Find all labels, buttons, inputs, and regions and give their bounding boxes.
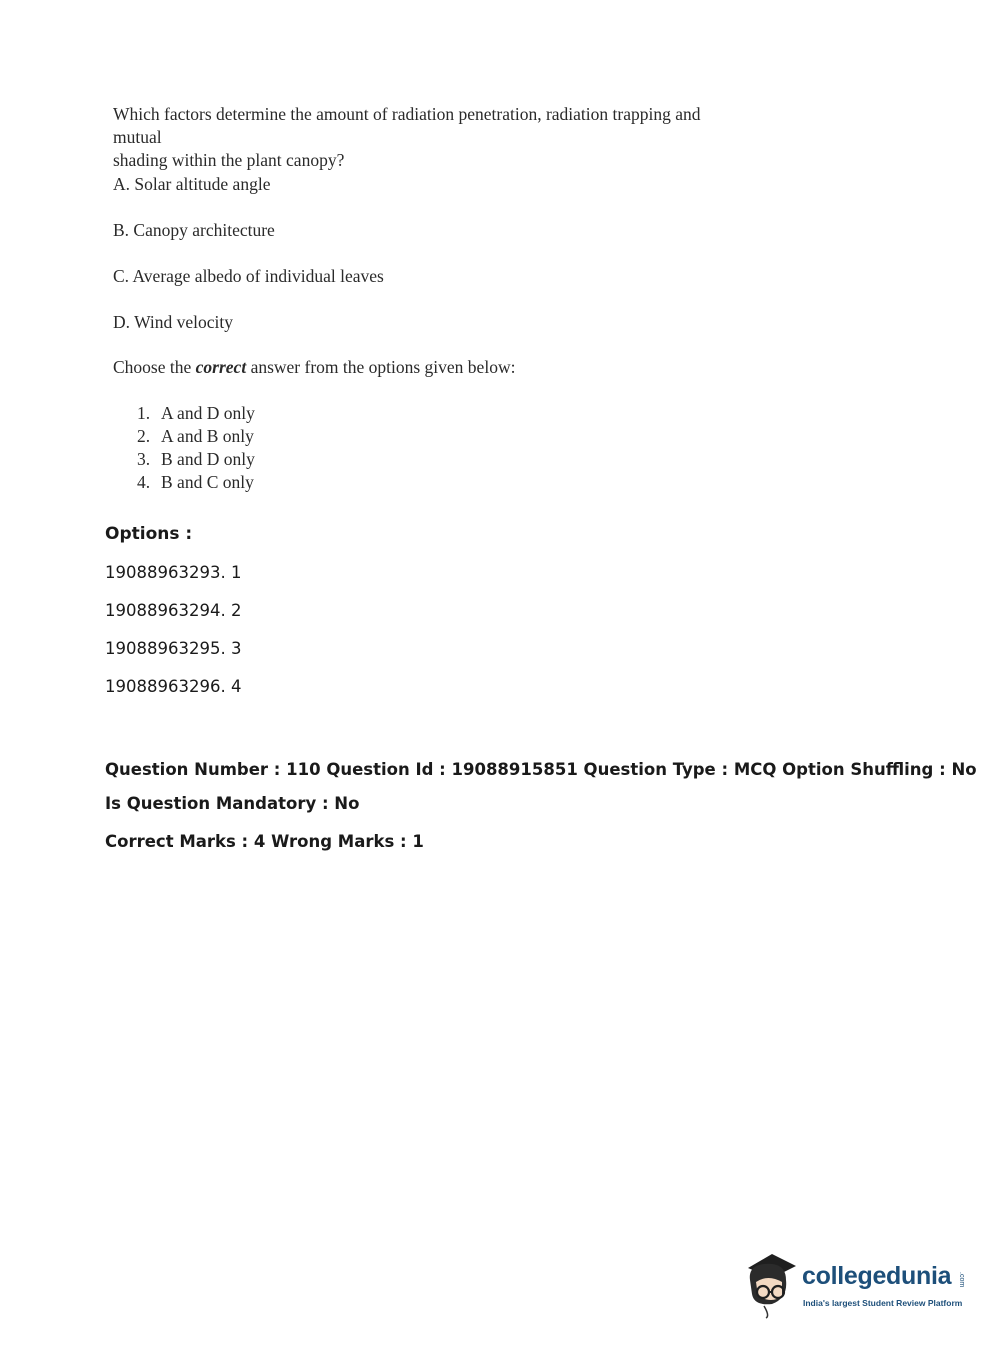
logo-tagline: India's largest Student Review Platform xyxy=(803,1298,963,1308)
statement-a: A. Solar altitude angle xyxy=(113,174,271,194)
option-item: 19088963296. 4 xyxy=(105,677,242,696)
question-meta-line3: Correct Marks : 4 Wrong Marks : 1 xyxy=(105,832,424,851)
options-title: Options : xyxy=(105,524,193,544)
statement-d: D. Wind velocity xyxy=(113,312,233,332)
option-item: 19088963293. 1 xyxy=(105,563,242,582)
answer-text: B and C only xyxy=(161,472,254,492)
question-text-line1: Which factors determine the amount of radiation penetration, radiation trapping and mutual xyxy=(113,104,701,147)
mascot-icon xyxy=(742,1250,804,1320)
answer-number: 1. xyxy=(137,403,151,423)
collegedunia-logo xyxy=(742,1250,972,1320)
answer-item xyxy=(137,425,255,448)
logo-wordmark: collegedunia xyxy=(802,1262,952,1290)
choose-prefix: Choose the xyxy=(113,357,196,377)
statement-b: B. Canopy architecture xyxy=(113,220,275,240)
question-image xyxy=(113,103,733,492)
answer-number: 4. xyxy=(137,472,151,492)
statement-c: C. Average albedo of individual leaves xyxy=(113,266,384,286)
answer-number: 3. xyxy=(137,449,151,469)
question-meta-line2: Is Question Mandatory : No xyxy=(105,794,360,813)
answer-list xyxy=(137,402,255,494)
logo-com: .com xyxy=(958,1272,965,1288)
choose-suffix: answer from the options given below: xyxy=(246,357,516,377)
option-item: 19088963294. 2 xyxy=(105,601,242,620)
question-text-line2: shading within the plant canopy? xyxy=(113,150,345,170)
answer-item xyxy=(137,402,255,425)
answer-item xyxy=(137,448,255,471)
answer-number: 2. xyxy=(137,426,151,446)
question-meta-line1: Question Number : 110 Question Id : 19088915851 Question Type : MCQ Option Shuffling : No xyxy=(105,760,977,779)
answer-text: A and D only xyxy=(161,403,255,423)
answer-text: A and B only xyxy=(161,426,254,446)
option-item: 19088963295. 3 xyxy=(105,639,242,658)
answer-item xyxy=(137,471,255,494)
choose-instruction xyxy=(113,356,515,379)
choose-emphasis: correct xyxy=(195,357,247,377)
answer-text: B and D only xyxy=(161,449,255,469)
